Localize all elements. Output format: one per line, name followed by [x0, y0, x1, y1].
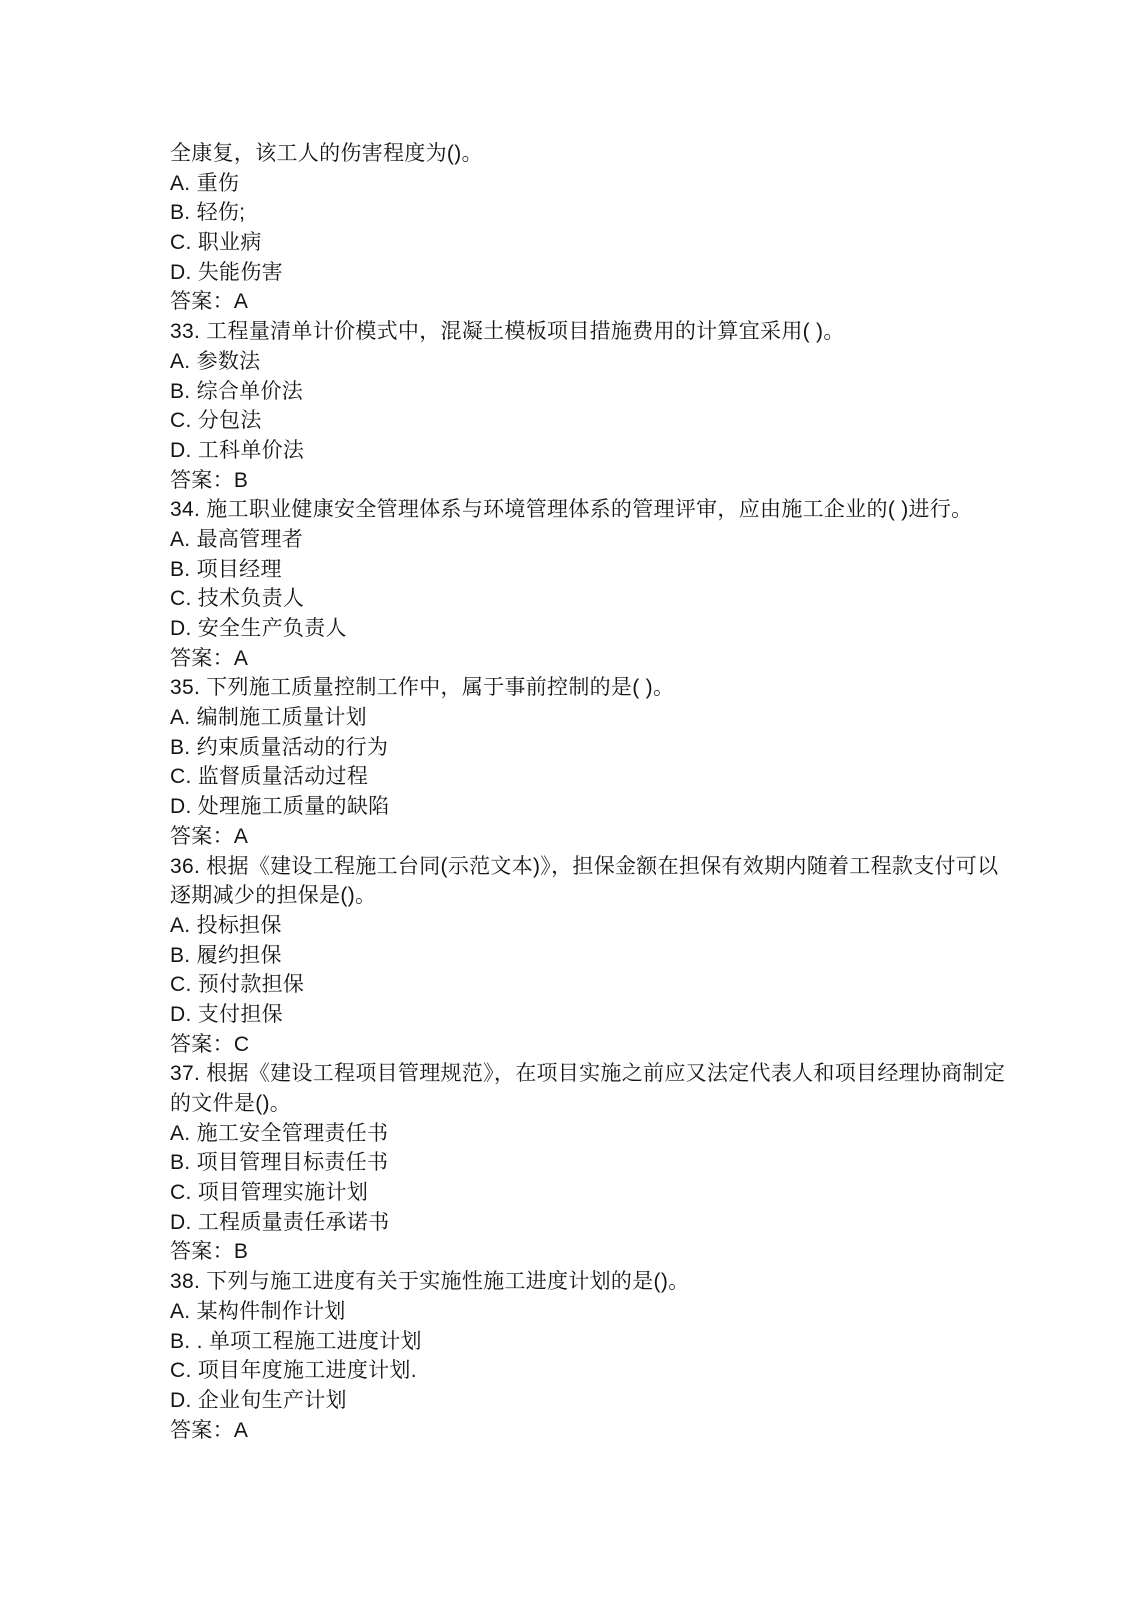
option-d: D. 支付担保 — [170, 1002, 283, 1026]
option-c: C. 分包法 — [170, 409, 262, 433]
option-b: B. 履约担保 — [170, 943, 282, 967]
option-d: D. 处理施工质量的缺陷 — [170, 795, 390, 819]
option-c: C. 项目管理实施计划 — [170, 1181, 369, 1205]
question-stem-line: 全康复，该工人的伤害程度为()。 — [170, 142, 483, 165]
option-c: C. 技术负责人 — [170, 587, 305, 611]
option-d: D. 安全生产负责人 — [170, 617, 347, 640]
answer-label: 答案： — [170, 1240, 234, 1264]
option-a: A. 施工安全管理责任书 — [170, 1121, 389, 1145]
option-b: B. 项目管理目标责任书 — [170, 1151, 389, 1175]
answer-value: C — [233, 1032, 250, 1056]
answer-line — [170, 287, 1031, 317]
answer-label: 答案： — [170, 1032, 234, 1056]
answer-line — [170, 1416, 1031, 1446]
answer-value: A — [233, 290, 249, 314]
question-stem-line: 37. 根据《建设工程项目管理规范》，在项目实施之前应又法定代表人和项目经理协商制定 — [170, 1062, 1006, 1086]
option-a: A. 投标担保 — [170, 913, 282, 937]
option-a: A. 某构件制作计划 — [170, 1299, 346, 1323]
answer-value: A — [233, 1418, 249, 1442]
option-a: A. 参数法 — [170, 349, 261, 373]
answer-line — [170, 644, 1031, 674]
answer-value: A — [233, 646, 249, 670]
option-c: C. 预付款担保 — [170, 973, 305, 997]
option-b: B. 约束质量活动的行为 — [170, 735, 389, 759]
answer-line — [170, 822, 1031, 852]
question-stem-line: 38. 下列与施工进度有关于实施性施工进度计划的是()。 — [170, 1270, 690, 1294]
option-a: A. 重伤 — [170, 171, 240, 195]
question-stem-line-2: 逐期减少的担保是()。 — [170, 884, 377, 908]
question-stem-line-2: 的文件是()。 — [170, 1092, 292, 1115]
question-block-38 — [170, 1267, 1031, 1445]
question-stem-line: 36. 根据《建设工程施工台同(示范文本)》，担保金额在担保有效期内随着工程款支付可以 — [170, 854, 999, 878]
option-b: B. 项目经理 — [170, 557, 282, 581]
answer-label: 答案： — [170, 646, 234, 670]
option-c: C. 职业病 — [170, 231, 262, 255]
answer-value: B — [233, 1240, 249, 1264]
option-b: B. 综合单价法 — [170, 379, 304, 403]
answer-label: 答案： — [170, 290, 234, 314]
option-d: D. 企业旬生产计划 — [170, 1388, 347, 1412]
answer-label: 答案： — [170, 468, 234, 492]
question-stem-line: 34. 施工职业健康安全管理体系与环境管理体系的管理评审，应由施工企业的( )进行。 — [170, 498, 973, 522]
option-b: B. 轻伤; — [170, 201, 246, 225]
answer-line — [170, 1237, 1031, 1267]
option-d: D. 工程质量责任承诺书 — [170, 1210, 390, 1234]
question-block-37 — [170, 1059, 1031, 1267]
option-d: D. 工科单价法 — [170, 438, 305, 462]
option-a: A. 编制施工质量计划 — [170, 706, 367, 730]
answer-value: B — [233, 468, 249, 492]
option-a: A. 最高管理者 — [170, 527, 304, 551]
answer-label: 答案： — [170, 824, 234, 848]
question-stem-line: 33. 工程量清单计价模式中，混凝土模板项目措施费用的计算宜采用( )。 — [170, 320, 845, 344]
answer-line — [170, 1030, 1031, 1060]
question-block-33 — [170, 317, 1031, 495]
option-b: B. . 单项工程施工进度计划 — [170, 1329, 422, 1353]
question-stem-line: 35. 下列施工质量控制工作中，属于事前控制的是( )。 — [170, 676, 675, 700]
question-block-32-continuation — [170, 139, 1031, 317]
answer-value: A — [233, 824, 249, 848]
answer-line — [170, 466, 1031, 496]
option-c: C. 监督质量活动过程 — [170, 765, 369, 789]
question-block-36 — [170, 852, 1031, 1060]
option-d: D. 失能伤害 — [170, 260, 283, 284]
question-block-35 — [170, 673, 1031, 851]
option-c: C. 项目年度施工进度计划. — [170, 1359, 417, 1383]
answer-label: 答案： — [170, 1418, 234, 1442]
question-block-34 — [170, 495, 1031, 673]
